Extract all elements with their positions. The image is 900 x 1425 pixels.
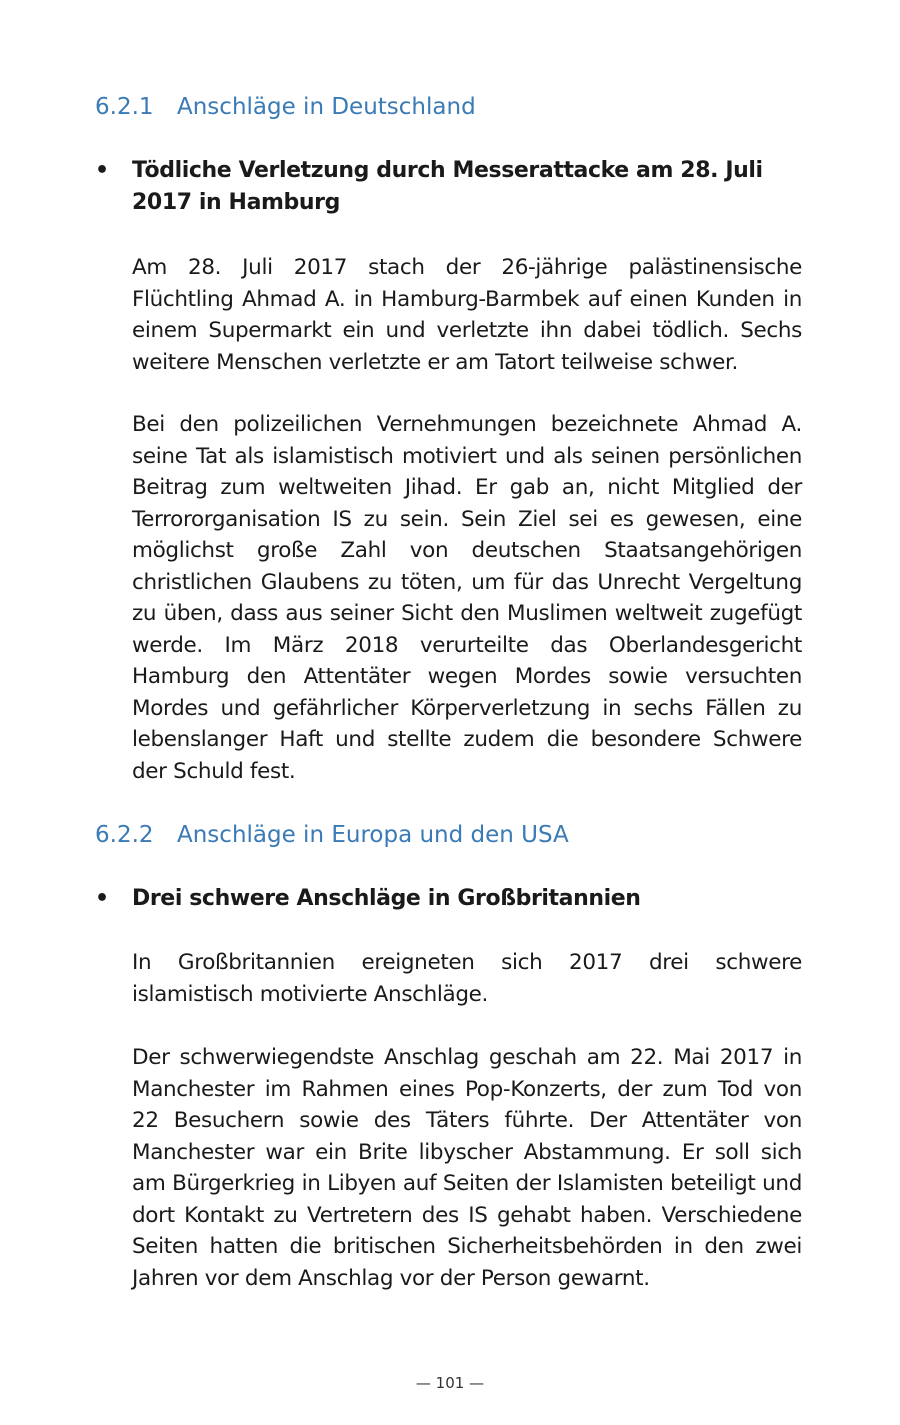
section-heading-6-2-2 xyxy=(95,820,569,850)
bullet-title: Drei schwere Anschläge in Großbritannien xyxy=(132,886,641,911)
bullet-item-hamburg xyxy=(95,155,810,218)
bullet-marker: • xyxy=(95,886,110,911)
section-title: Anschläge in Deutschland xyxy=(177,94,476,120)
paragraph: Der schwerwiegendste Anschlag geschah am 22. Mai 2017 in Manchester im Rahmen eines Pop-Konzerts, der zum Tod von 22 Besuchern sowie des Täters führte. Der Attentäter von Manchester war ein Brite libyscher Abstammung. Er soll sich am Bürgerkrieg in Libyen auf Seiten der Islamisten beteiligt und dort Kontakt zu Vertretern des IS gehabt haben. Verschiedene Seiten hatten die britischen Sicherheitsbehörden in den zwei Jahren vor dem Anschlag vor der Person gewarnt. xyxy=(132,1045,802,1291)
bullet-title: Tödliche Verletzung durch Messerattacke am 28. Juli 2017 in Hamburg xyxy=(132,158,763,215)
section-number: 6.2.2 xyxy=(95,822,154,848)
page-number: — 101 — xyxy=(415,1374,485,1392)
bullet-item-grossbritannien xyxy=(95,883,810,915)
paragraph: Bei den polizeilichen Vernehmungen bezeichnete Ahmad A. seine Tat als islamistisch motiviert und als seinen persönlichen Beitrag zum weltweiten Jihad. Er gab an, nicht Mitglied der Terrororganisation IS zu sein. Sein Ziel sei es gewesen, eine möglichst große Zahl von deutschen Staatsangehörigen christlichen Glaubens zu töten, um für das Unrecht Vergeltung zu üben, dass aus seiner Sicht den Muslimen weltweit zugefügt werde. Im März 2018 verurteilte das Oberlandesgericht Hamburg den Attentäter wegen Mordes sowie versuchten Mordes und gefährlicher Körperverletzung in sechs Fällen zu lebenslanger Haft und stellte zudem die besondere Schwere der Schuld fest. xyxy=(132,412,802,784)
paragraph: In Großbritannien ereigneten sich 2017 drei schwere islamistisch motivierte Anschläge. xyxy=(132,950,802,1007)
section-heading-6-2-1 xyxy=(95,92,476,122)
section-number: 6.2.1 xyxy=(95,94,154,120)
section-title: Anschläge in Europa und den USA xyxy=(177,822,569,848)
paragraph: Am 28. Juli 2017 stach der 26-jährige palästinensische Flüchtling Ahmad A. in Hamburg-Barmbek auf einen Kunden in einem Supermarkt ein und verletzte ihn dabei tödlich. Sechs weitere Menschen verletzte er am Tatort teilweise schwer. xyxy=(132,255,802,375)
bullet-marker: • xyxy=(95,158,110,183)
